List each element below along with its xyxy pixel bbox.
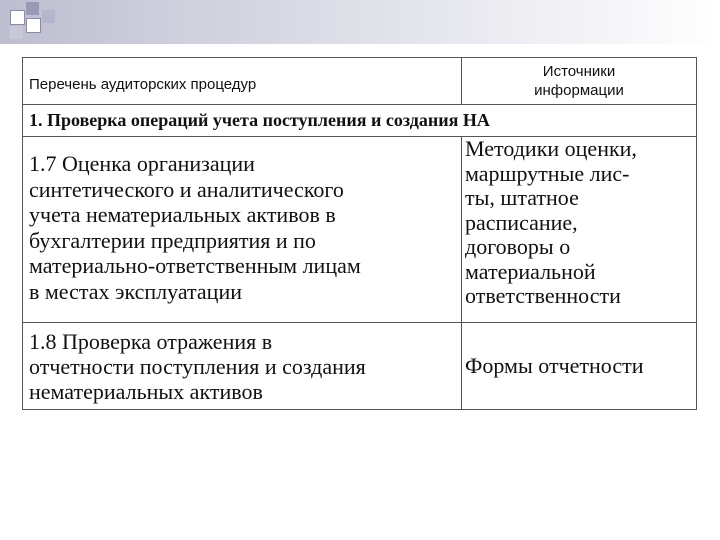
source-line: договоры о: [465, 234, 571, 259]
header-procedures: Перечень аудиторских процедур: [23, 58, 462, 104]
slide-header-band: [0, 0, 720, 44]
table-row: [23, 137, 696, 323]
procedure-line: нематериальных активов: [29, 379, 263, 404]
decorative-square: [42, 10, 55, 23]
header-sources-line: Источники: [542, 63, 616, 80]
audit-procedures-table: [22, 57, 697, 410]
procedure-line: учета нематериальных активов в: [29, 202, 336, 227]
procedure-cell: [23, 137, 462, 322]
section-row: [23, 105, 696, 137]
table-row: [23, 323, 696, 409]
source-line: ты, штатное: [465, 185, 579, 210]
procedure-cell: [23, 323, 462, 409]
table-header-row: [23, 58, 696, 105]
header-sources: [462, 58, 696, 104]
source-line: Методики оценки,: [465, 136, 637, 161]
procedure-line: в местах эксплуатации: [29, 278, 243, 304]
procedure-line: материально-ответственным лицам: [29, 253, 361, 278]
source-line: материальной: [465, 258, 596, 284]
decorative-squares: [0, 0, 60, 44]
procedure-line: синтетического и аналитического: [29, 176, 344, 202]
decorative-square: [26, 2, 39, 15]
source-cell: [462, 137, 696, 322]
section-title: 1. Проверка операций учета поступления и создания НА: [29, 110, 490, 130]
source-line: Формы отчетности: [465, 353, 644, 378]
decorative-square: [10, 10, 25, 25]
source-line: маршрутные лис-: [465, 160, 630, 186]
source-line: расписание,: [465, 209, 578, 235]
procedure-line: 1.7 Оценка организации: [29, 151, 255, 176]
procedure-line: отчетности поступления и создания: [29, 354, 366, 379]
procedure-line: 1.8 Проверка отражения в: [29, 329, 273, 354]
procedure-line: бухгалтерии предприятия и по: [29, 227, 316, 253]
source-line: ответственности: [465, 283, 621, 308]
decorative-square: [26, 18, 41, 33]
header-sources-line: информации: [534, 82, 624, 99]
source-cell: [462, 323, 696, 409]
decorative-square: [10, 26, 23, 39]
